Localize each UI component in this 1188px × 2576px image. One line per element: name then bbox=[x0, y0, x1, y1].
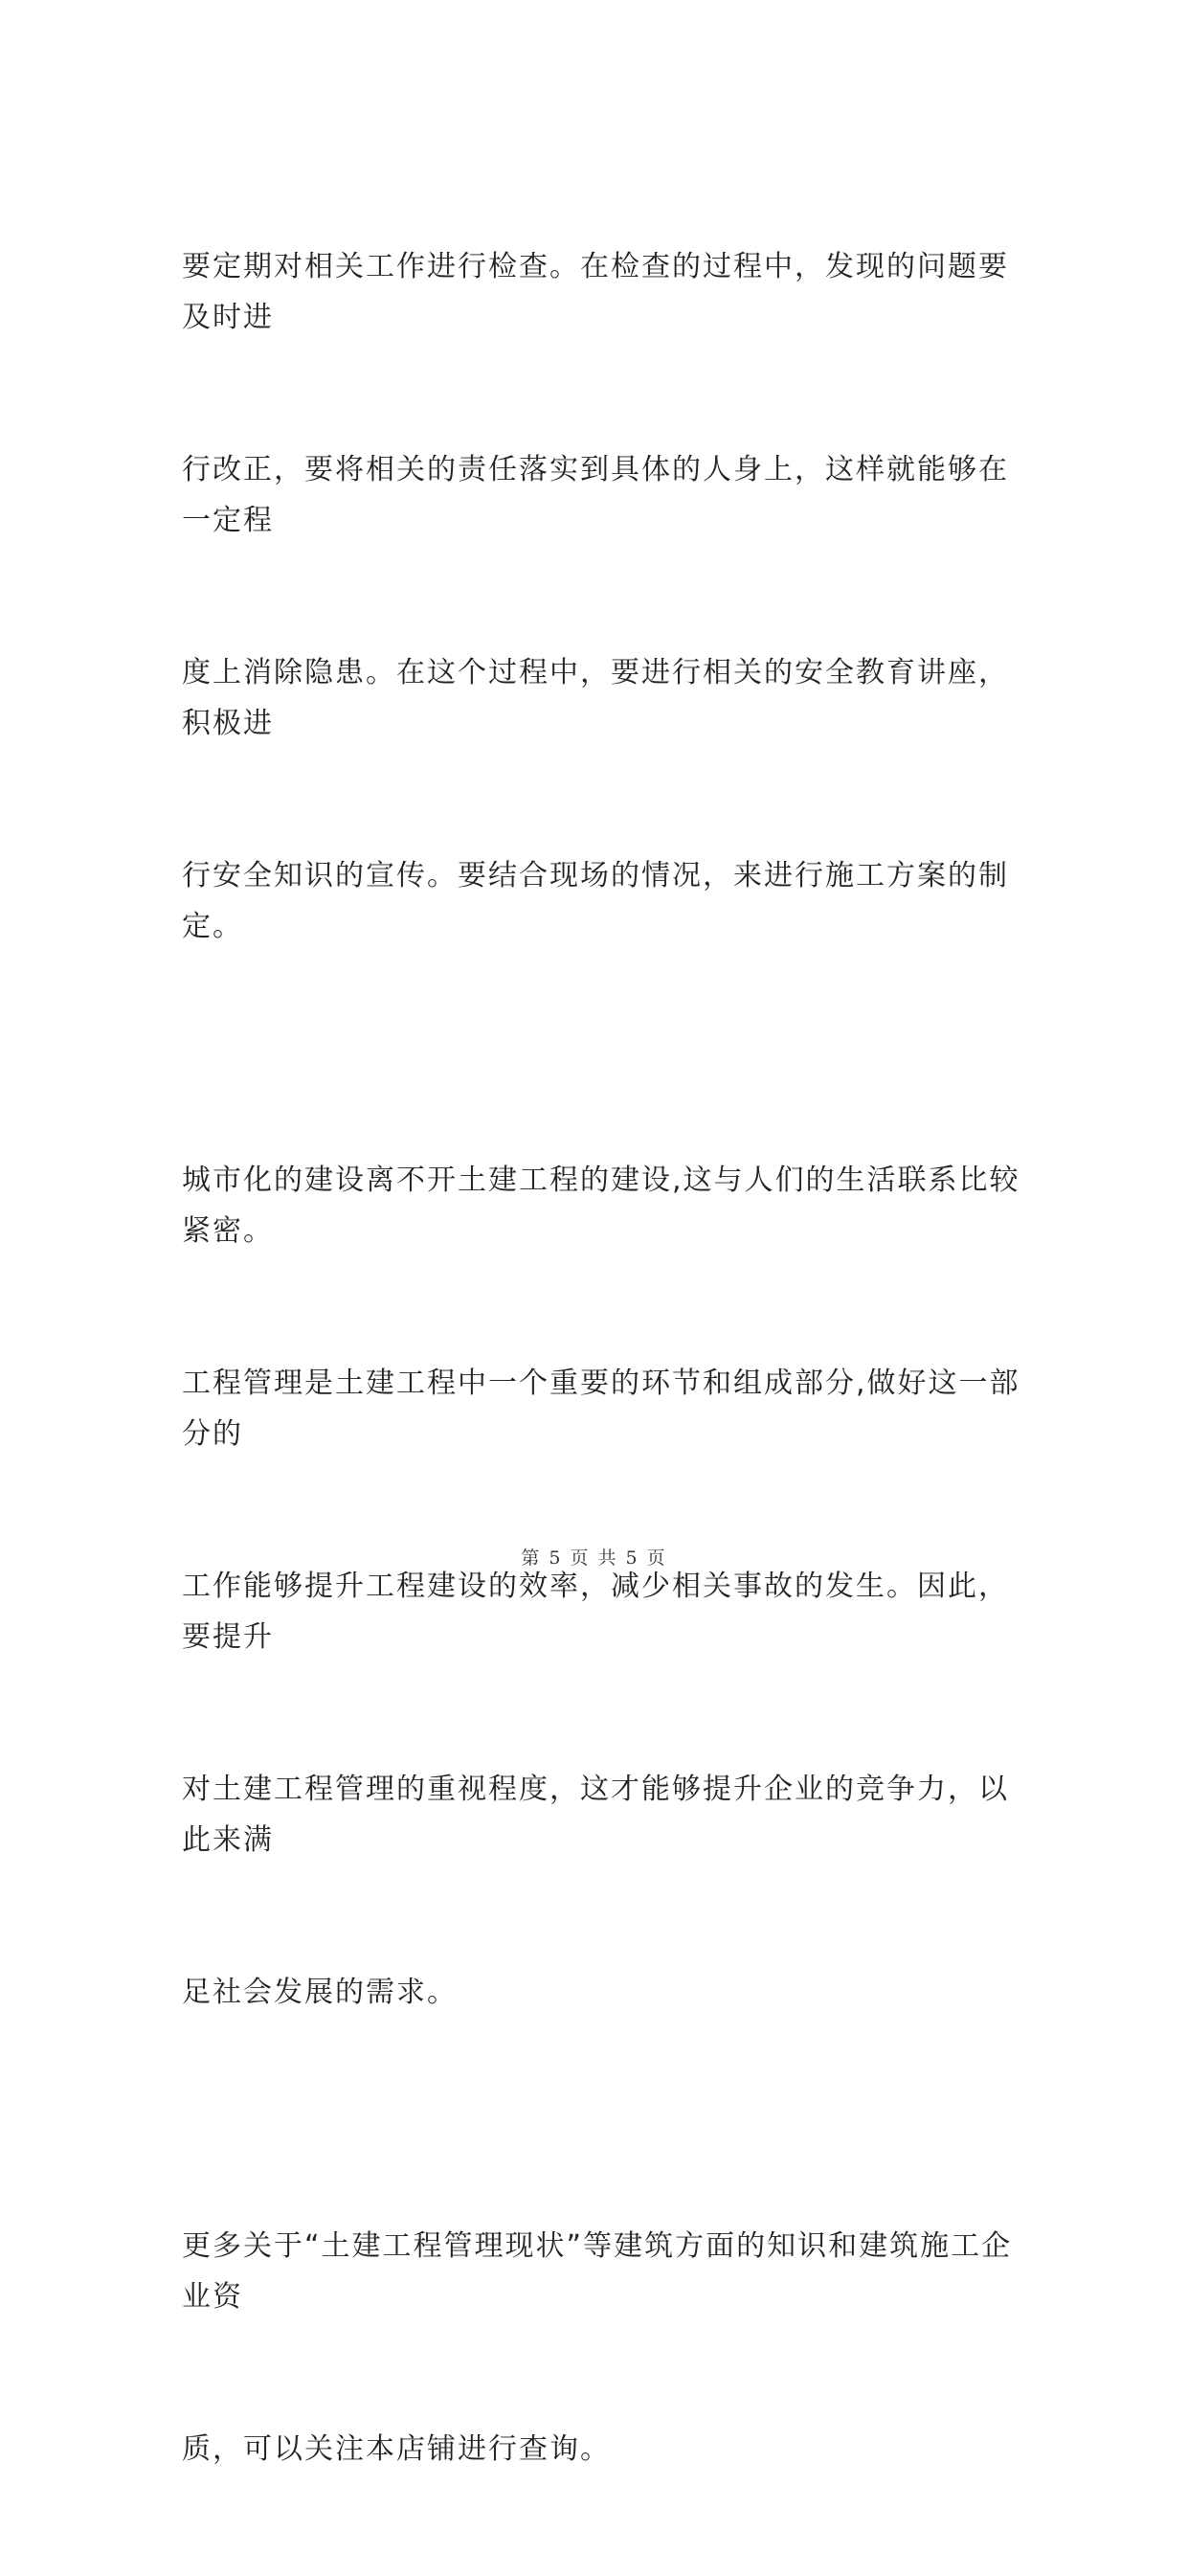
paragraph-line: 要定期对相关工作进行检查。在检查的过程中，发现的问题要及时进 bbox=[182, 250, 1009, 334]
paragraph-line: 质，可以关注本店铺进行查询。 bbox=[182, 2432, 611, 2466]
paragraph-line: 工作能够提升工程建设的效率，减少相关事故的发生。因此，要提升 bbox=[182, 1570, 1009, 1654]
paragraph-line: 城市化的建设离不开土建工程的建设,这与人们的生活联系比较紧密。 bbox=[182, 1164, 1020, 1248]
paragraph-line: 对土建工程管理的重视程度，这才能够提升企业的竞争力，以此来满 bbox=[182, 1773, 1009, 1857]
paragraph-line: 足社会发展的需求。 bbox=[182, 1976, 458, 2009]
paragraph-line: 度上消除隐患。在这个过程中，要进行相关的安全教育讲座，积极进 bbox=[182, 656, 1009, 740]
paragraph-line: 行安全知识的宣传。要结合现场的情况，来进行施工方案的制定。 bbox=[182, 859, 1009, 943]
paragraph-urbanization bbox=[182, 1053, 1024, 2119]
paragraph-line: 工程管理是土建工程中一个重要的环节和组成部分,做好这一部分的 bbox=[182, 1367, 1020, 1451]
paragraph-more-info bbox=[182, 2119, 1024, 2576]
paragraph-line: 更多关于“土建工程管理现状”等建筑方面的知识和建筑施工企业资 bbox=[182, 2229, 1013, 2314]
page-number-footer: 第 5 页 共 5 页 bbox=[521, 1548, 667, 1569]
paragraph-inspection bbox=[182, 140, 1024, 1053]
paragraph-line: 行改正，要将相关的责任落实到具体的人身上，这样就能够在一定程 bbox=[182, 453, 1009, 537]
body-text bbox=[182, 140, 1024, 2576]
